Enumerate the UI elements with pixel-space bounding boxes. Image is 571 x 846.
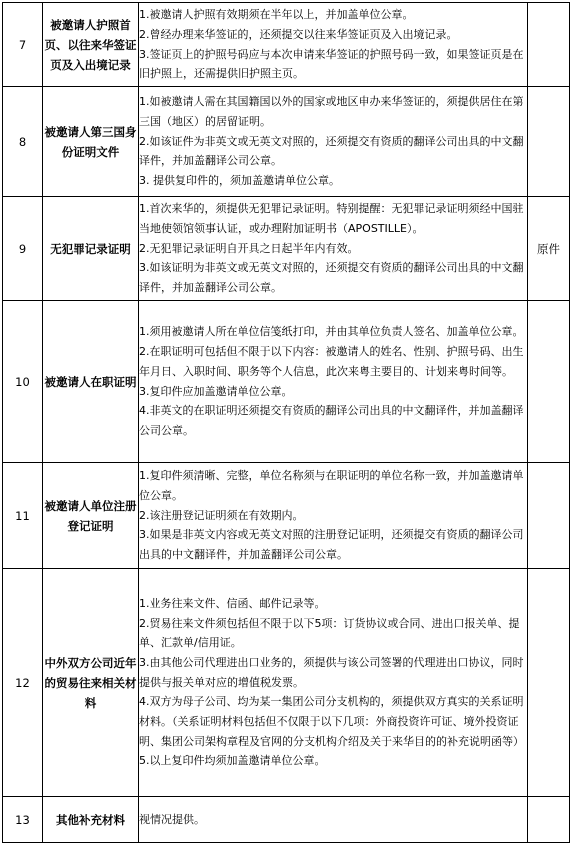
requirements-cell: [139, 301, 528, 463]
table-row: [3, 569, 570, 797]
material-name: 其他补充材料: [43, 797, 139, 843]
row-number: 8: [3, 87, 43, 197]
requirements-cell: [139, 3, 528, 87]
requirements-cell: [139, 569, 528, 797]
remarks-cell: [528, 569, 570, 797]
requirement-item: 1.业务往来文件、信函、邮件记录等。: [139, 596, 326, 610]
table-row: [3, 197, 570, 301]
requirement-item: 2.如该证件为非英文或无英文对照的，还须提交有资质的翻译公司出具的中文翻译件，并加盖翻译公司公章。: [139, 134, 524, 168]
remarks-cell: [528, 87, 570, 197]
remarks-cell: [528, 463, 570, 569]
row-number: 10: [3, 301, 43, 463]
material-name: 中外双方公司近年的贸易往来相关材料: [43, 569, 139, 797]
requirement-item: 3.如该证明为非英文或无英文对照的，还须提交有资质的翻译公司出具的中文翻译件，并加盖翻译公司公章。: [139, 261, 524, 295]
requirement-item: 5.以上复印件均须加盖邀请单位公章。: [139, 754, 326, 768]
requirement-item: 2.在职证明可包括但不限于以下内容：被邀请人的姓名、性别、护照号码、出生年月日、入职时间、职务等个人信息，此次来粤主要目的、计划来粤时间等。: [139, 345, 524, 378]
material-name: 被邀请人在职证明: [43, 301, 139, 463]
table-row: [3, 3, 570, 87]
requirement-item: 3.如果是非英文内容或无英文对照的注册登记证明，还须提交有资质的翻译公司出具的中文翻译件，并加盖翻译公司公章。: [139, 528, 524, 562]
requirement-item: 3.复印件应加盖邀请单位公章。: [139, 384, 293, 398]
table-row: [3, 87, 570, 197]
requirements-cell: [139, 87, 528, 197]
material-name: 被邀请人第三国身份证明文件: [43, 87, 139, 197]
requirement-item: 1.须用被邀请人所在单位信笺纸打印，并由其单位负责人签名、加盖单位公章。: [139, 325, 524, 339]
requirement-item: 1.复印件须清晰、完整，单位名称须与在职证明的单位名称一致，并加盖邀请单位公章。: [139, 469, 524, 502]
requirements-cell: [139, 797, 528, 843]
requirement-item: 视情况提供。: [139, 812, 205, 826]
row-number: 9: [3, 197, 43, 301]
requirement-item: 2.无犯罪记录证明自开具之日起半年内有效。: [139, 241, 359, 255]
row-number: 13: [3, 797, 43, 843]
table-row: [3, 301, 570, 463]
requirement-item: 4.双方为母子公司、均为某一集团公司分支机构的，须提供双方真实的关系证明材料。（关系证明材料包括但不仅限于以下几项：外商投资许可证、境外投资证明、集团公司架构章程及官网的分支机构介绍及关于来华目的的补充说明函等）: [139, 695, 524, 748]
requirement-item: 2.该注册登记证明须在有效期内。: [139, 508, 304, 522]
requirement-item: 3.由其他公司代理进出口业务的，须提供与该公司签署的代理进出口协议，同时提供与报关单对应的增值税发票。: [139, 655, 524, 689]
remarks-cell: [528, 301, 570, 463]
row-number: 12: [3, 569, 43, 797]
remarks-original: 原件: [528, 197, 570, 301]
material-name: 无犯罪记录证明: [43, 197, 139, 301]
requirement-item: 2.贸易往来文件须包括但不限于以下5项：订货协议或合同、进出口报关单、提单、汇款单/信用证。: [139, 616, 520, 650]
remarks-cell: [528, 3, 570, 87]
requirement-item: 1.如被邀请人需在其国籍国以外的国家或地区申办来华签证的，须提供居住在第三国（地区）的居留证明。: [139, 95, 524, 128]
requirement-item: 4.非英文的在职证明还须提交有资质的翻译公司出具的中文翻译件，并加盖翻译公司公章。: [139, 404, 524, 437]
requirement-item: 1.被邀请人护照有效期须在半年以上，并加盖单位公章。: [139, 8, 414, 22]
table-row: [3, 463, 570, 569]
table-row: [3, 797, 570, 843]
remarks-cell: [528, 797, 570, 843]
row-number: 11: [3, 463, 43, 569]
requirement-item: 2.曾经办理来华签证的，还须提交以往来华签证页及入出境记录。: [139, 27, 458, 41]
material-name: 被邀请人单位注册登记证明: [43, 463, 139, 569]
requirement-item: 1.首次来华的，须提供无犯罪记录证明。特别提醒：无犯罪记录证明须经中国驻当地使领馆领事认证，或办理附加证明书（APOSTILLE）。: [139, 202, 524, 235]
requirement-item: 3.签证页上的护照号码应与本次申请来华签证的护照号码一致，如果签证页是在旧护照上，还需提供旧护照主页。: [139, 47, 524, 81]
material-name: 被邀请人护照首页、以往来华签证页及入出境记录: [43, 3, 139, 87]
requirement-item: 3. 提供复印件的，须加盖邀请单位公章。: [139, 174, 340, 188]
row-number: 7: [3, 3, 43, 87]
requirements-cell: [139, 463, 528, 569]
requirements-cell: [139, 197, 528, 301]
requirements-table: [2, 2, 570, 843]
